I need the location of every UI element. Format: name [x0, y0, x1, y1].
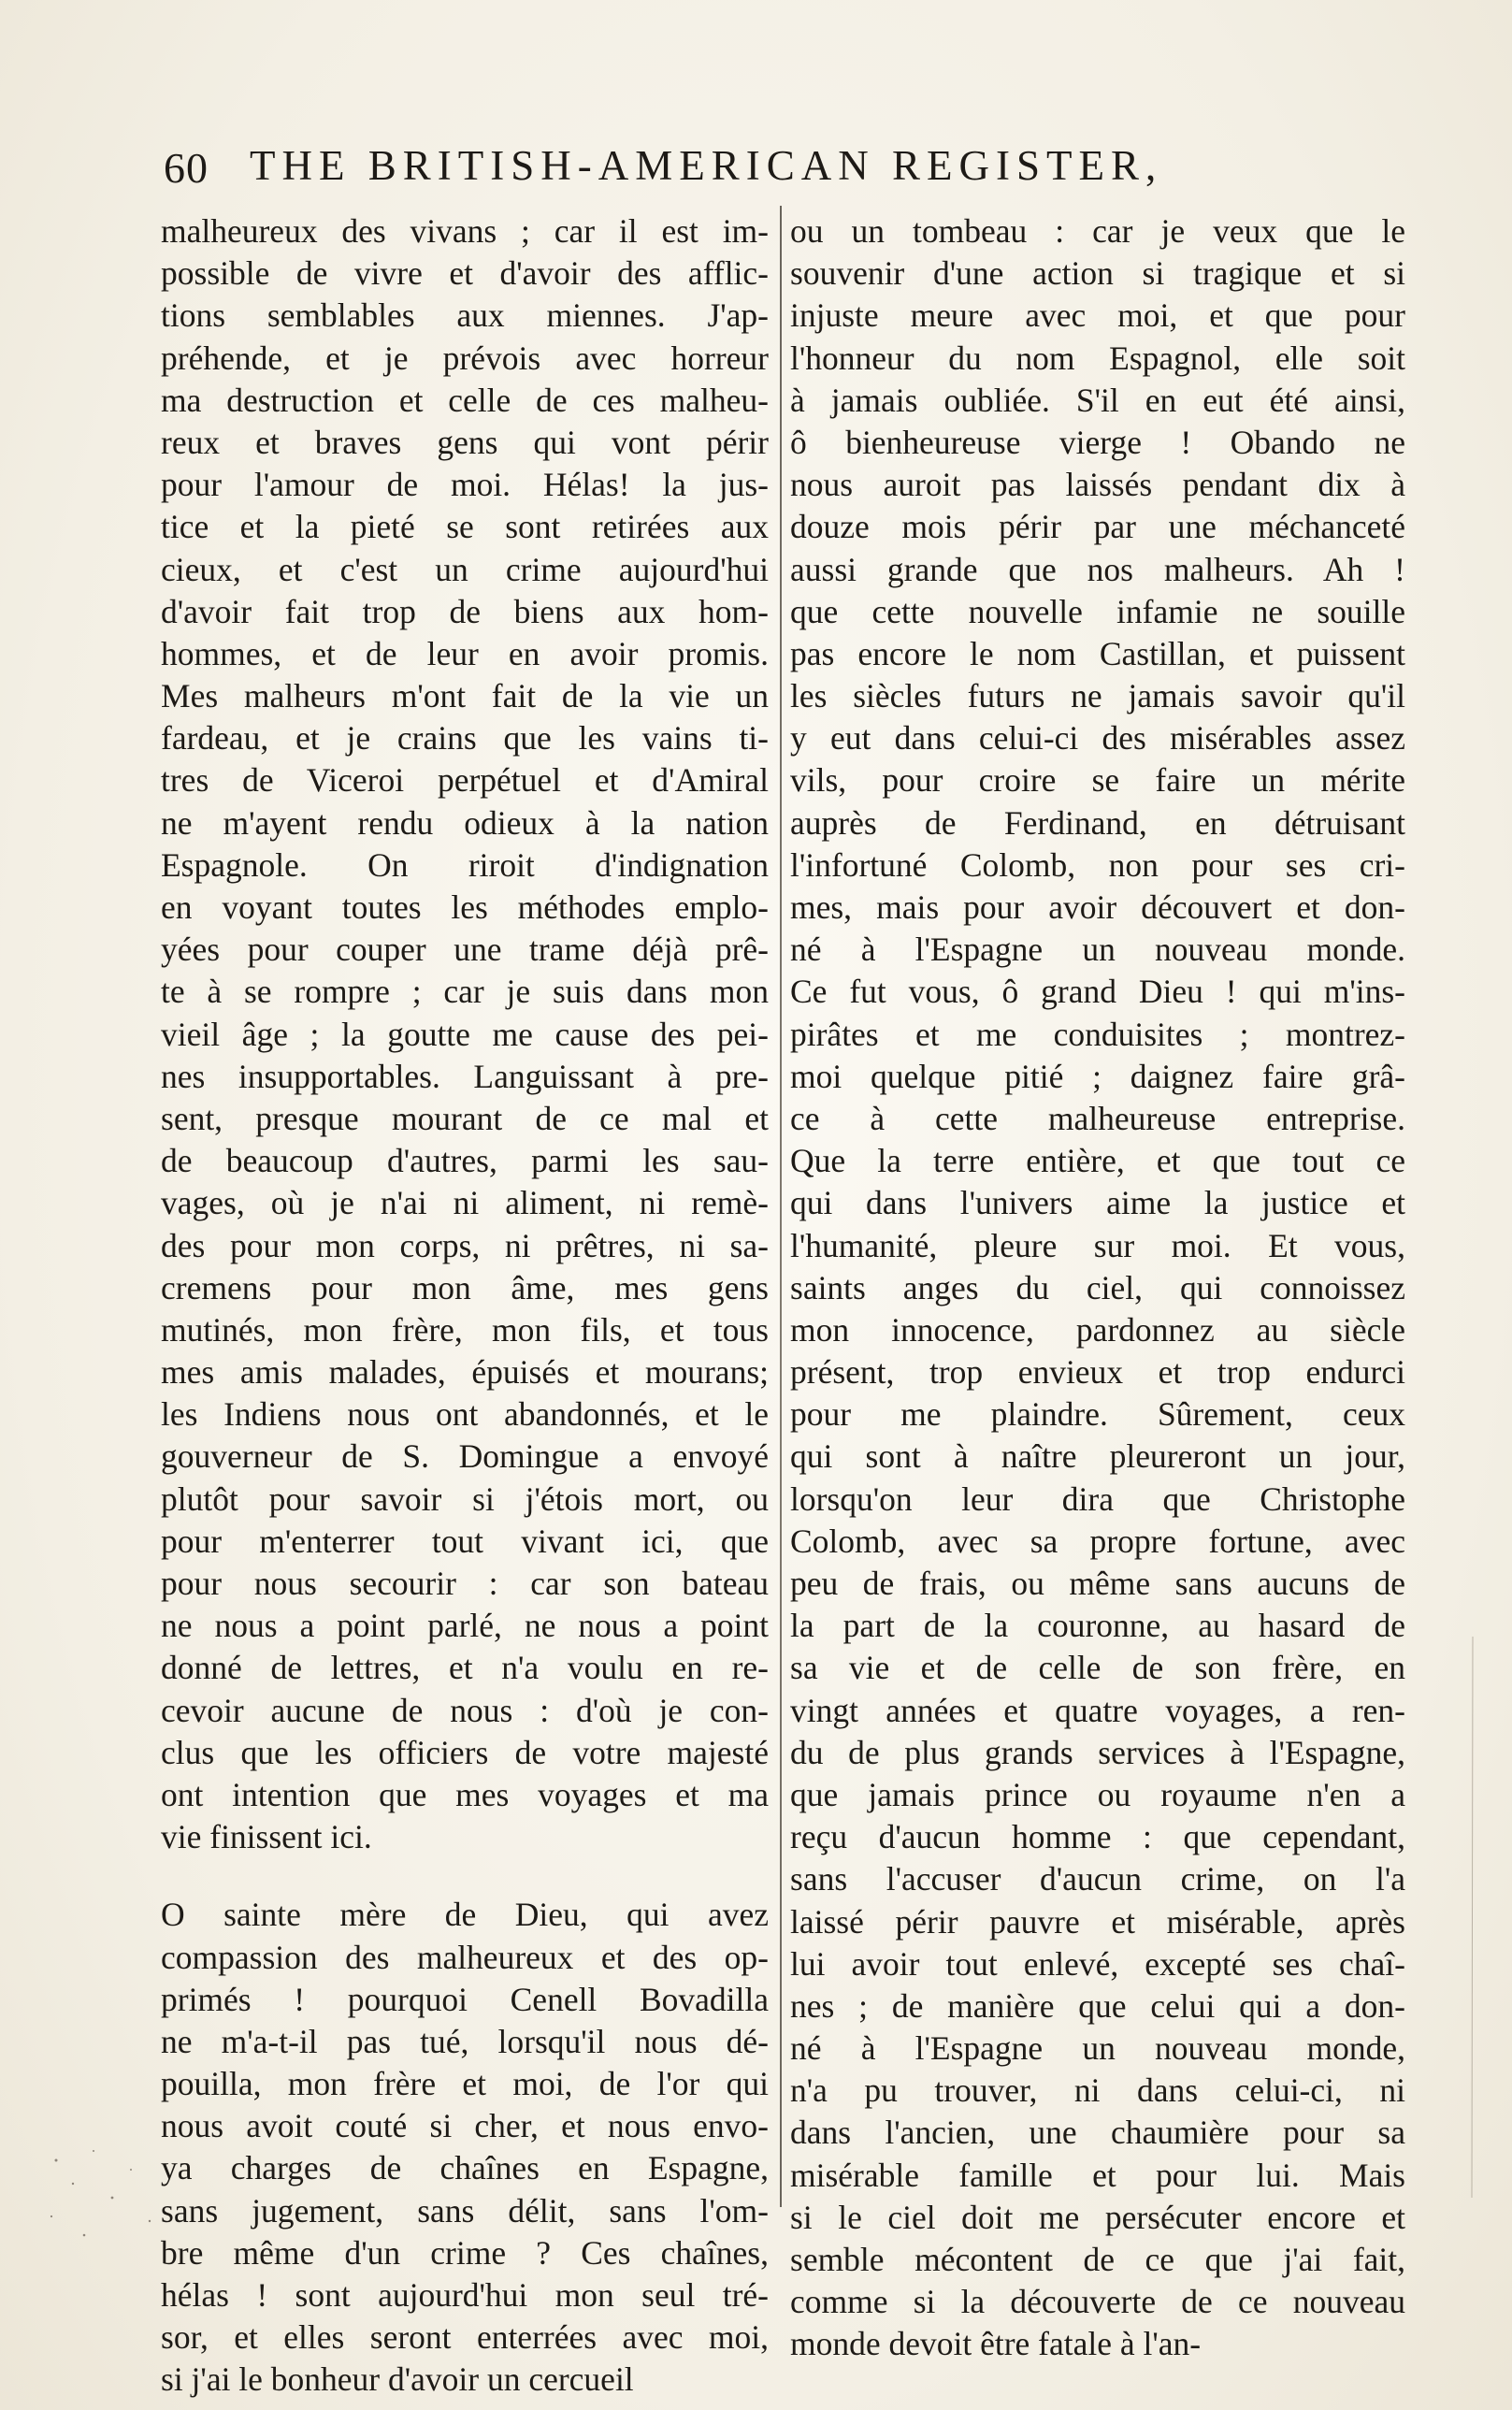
text-line: plutôt pour savoir si j'étois mort, ou [161, 1479, 769, 1518]
text-line: tice et la pieté se sont retirées aux [161, 508, 769, 546]
text-line: ne m'a-t-il pas tué, lorsqu'il nous dé- [161, 2022, 769, 2060]
text-line: de beaucoup d'autres, parmi les sau- [161, 1142, 769, 1180]
text-line: si le ciel doit me persécuter encore et [790, 2198, 1405, 2236]
right-paragraph-1 [790, 210, 1405, 2366]
text-line: lui avoir tout enlevé, excepté ses chaî- [790, 1944, 1405, 1983]
text-line: ne nous a point parlé, ne nous a point [161, 1607, 769, 1645]
text-line: clus que les officiers de votre majesté [161, 1733, 769, 1771]
text-line: aussi grande que nos malheurs. Ah ! [790, 550, 1405, 588]
right-column [790, 210, 1405, 2366]
text-line: Colomb, avec sa propre fortune, avec [790, 1522, 1405, 1560]
text-line: vils, pour croire se faire un mérite [790, 761, 1405, 800]
text-line: ô bienheureuse vierge ! Obando ne [790, 423, 1405, 461]
edge-marks [1459, 1637, 1487, 2198]
left-paragraph-1 [161, 210, 769, 1858]
text-line: nes ; de manière que celui qui a don- [790, 1986, 1405, 2025]
text-line: que jamais prince ou royaume n'en a [790, 1775, 1405, 1813]
text-line: à jamais oubliée. S'il en eut été ainsi, [790, 381, 1405, 419]
text-line: sa vie et de celle de son frère, en [790, 1649, 1405, 1687]
text-line: la part de la couronne, au hasard de [790, 1607, 1405, 1645]
text-line: lorsqu'on leur dira que Christophe [790, 1479, 1405, 1518]
page-header [164, 136, 1407, 201]
text-line: moi quelque pitié ; daignez faire grâ- [790, 1057, 1405, 1095]
text-line: Espagnole. On riroit d'indignation [161, 845, 769, 884]
text-line: cremens pour mon âme, mes gens [161, 1268, 769, 1306]
text-line: qui sont à naître pleureront un jour, [790, 1437, 1405, 1476]
text-line: O sainte mère de Dieu, qui avez [161, 1896, 769, 1934]
text-line: ne m'ayent rendu odieux à la nation [161, 803, 769, 842]
text-line: n'a pu trouver, ni dans celui-ci, ni [790, 2071, 1405, 2110]
text-line: reux et braves gens qui vont périr [161, 423, 769, 461]
text-line: nous auroit pas laissés pendant dix à [790, 466, 1405, 504]
text-line: possible de vivre et d'avoir des afflic- [161, 254, 769, 293]
text-line: injuste meure avec moi, et que pour [790, 296, 1405, 335]
text-line: en voyant toutes les méthodes emplo- [161, 888, 769, 926]
text-line: reçu d'aucun homme : que cependant, [790, 1818, 1405, 1856]
text-line: te à se rompre ; car je suis dans mon [161, 973, 769, 1011]
text-line: peu de frais, ou même sans aucuns de [790, 1565, 1405, 1602]
text-line: nes insupportables. Languissant à pre- [161, 1057, 769, 1095]
text-line: si j'ai le bonheur d'avoir un cercueil [161, 2360, 634, 2399]
text-line: sans l'accuser d'aucun crime, on l'a [790, 1860, 1405, 1898]
text-line: qui dans l'univers aime la justice et [790, 1184, 1405, 1222]
text-line: mes, mais pour avoir découvert et don- [790, 888, 1405, 926]
text-line: dans l'ancien, une chaumière pour sa [790, 2114, 1405, 2152]
text-line: Que la terre entière, et que tout ce [790, 1142, 1405, 1180]
left-paragraph-2 [161, 1894, 769, 2401]
text-line: ou un tombeau : car je veux que le [790, 212, 1405, 250]
text-line: mutinés, mon frère, mon fils, et tous [161, 1310, 769, 1349]
text-line: préhende, et je prévois avec horreur [161, 339, 769, 377]
text-line: mes amis malades, épuisés et mourans; [161, 1353, 769, 1392]
text-line: pour m'enterrer tout vivant ici, que [161, 1522, 769, 1560]
text-line: hommes, et de leur en avoir promis. [161, 634, 769, 672]
text-line: l'humanité, pleure sur moi. Et vous, [790, 1226, 1405, 1264]
text-line: né à l'Espagne un nouveau monde. [790, 931, 1405, 969]
text-line: misérable famille et pour lui. Mais [790, 2156, 1405, 2194]
text-line: cieux, et c'est un crime aujourd'hui [161, 550, 769, 588]
text-line: monde devoit être fatale à l'an- [790, 2325, 1202, 2363]
text-line: y eut dans celui-ci des misérables assez [790, 719, 1405, 758]
text-line: présent, trop envieux et trop endurci [790, 1353, 1405, 1392]
text-line: sans jugement, sans délit, sans l'om- [161, 2191, 769, 2230]
text-line: malheureux des vivans ; car il est im- [161, 212, 769, 250]
text-line: Ce fut vous, ô grand Dieu ! qui m'ins- [790, 973, 1405, 1011]
text-line: douze mois périr par une méchanceté [790, 508, 1405, 546]
text-line: compassion des malheureux et des op- [161, 1938, 769, 1976]
text-line: semble mécontent de ce que j'ai fait, [790, 2241, 1405, 2278]
text-line: donné de lettres, et n'a voulu en re- [161, 1649, 769, 1687]
text-line: comme si la découverte de ce nouveau [790, 2283, 1405, 2321]
running-title: THE BRITISH-AMERICAN REGISTER, [250, 142, 1163, 189]
text-line: sent, presque mourant de ce mal et [161, 1099, 769, 1137]
text-line: les siècles futurs ne jamais savoir qu'il [790, 677, 1405, 715]
text-line: souvenir d'une action si tragique et si [790, 254, 1405, 293]
text-line: ma destruction et celle de ces malheu- [161, 381, 769, 419]
text-line: tres de Viceroi perpétuel et d'Amiral [161, 761, 769, 800]
text-line: pas encore le nom Castillan, et puissent [790, 634, 1405, 672]
column-divider [780, 206, 782, 2207]
text-line: saints anges du ciel, qui connoissez [790, 1268, 1405, 1306]
text-line: ont intention que mes voyages et ma [161, 1775, 769, 1813]
left-column [161, 210, 769, 2402]
text-line: l'honneur du nom Espagnol, elle soit [790, 339, 1405, 377]
text-line: vages, où je n'ai ni aliment, ni remè- [161, 1184, 769, 1222]
text-line: cevoir aucune de nous : d'où je con- [161, 1691, 769, 1729]
text-line: pour nous secourir : car son bateau [161, 1565, 769, 1602]
text-line: l'infortuné Colomb, non pour ses cri- [790, 845, 1405, 884]
text-line: pour l'amour de moi. Hélas! la jus- [161, 466, 769, 504]
page-number: 60 [164, 144, 209, 192]
text-line: vieil âge ; la goutte me cause des pei- [161, 1015, 769, 1053]
text-line: du de plus grands services à l'Espagne, [790, 1733, 1405, 1771]
text-line: primés ! pourquoi Cenell Bovadilla [161, 1980, 769, 2018]
text-line: des pour mon corps, ni prêtres, ni sa- [161, 1226, 769, 1264]
text-line: tions semblables aux miennes. J'ap- [161, 296, 769, 335]
print-specks [37, 2132, 187, 2263]
text-line: pouilla, mon frère et moi, de l'or qui [161, 2065, 769, 2103]
text-line: bre même d'un crime ? Ces chaînes, [161, 2233, 769, 2272]
text-line: ya charges de chaînes en Espagne, [161, 2149, 769, 2187]
text-line: gouverneur de S. Domingue a envoyé [161, 1437, 769, 1476]
text-line: pour me plaindre. Sûrement, ceux [790, 1395, 1405, 1434]
text-line: pirâtes et me conduisites ; montrez- [790, 1015, 1405, 1053]
text-line: auprès de Ferdinand, en détruisant [790, 803, 1405, 842]
text-line: Mes malheurs m'ont fait de la vie un [161, 677, 769, 715]
text-line: nous avoit couté si cher, et nous envo- [161, 2107, 769, 2145]
text-line: hélas ! sont aujourd'hui mon seul tré- [161, 2276, 769, 2314]
text-line: les Indiens nous ont abandonnés, et le [161, 1395, 769, 1434]
text-line: vie finissent ici. [161, 1818, 372, 1856]
text-line: yées pour couper une trame déjà prê- [161, 931, 769, 969]
text-line: sor, et elles seront enterrées avec moi, [161, 2318, 769, 2357]
text-line: d'avoir fait trop de biens aux hom- [161, 592, 769, 630]
text-line: né à l'Espagne un nouveau monde, [790, 2029, 1405, 2068]
text-line: mon innocence, pardonnez au siècle [790, 1310, 1405, 1349]
text-line: laissé périr pauvre et misérable, après [790, 1902, 1405, 1941]
text-line: ce à cette malheureuse entreprise. [790, 1099, 1405, 1137]
text-line: fardeau, et je crains que les vains ti- [161, 719, 769, 758]
text-line: que cette nouvelle infamie ne souille [790, 592, 1405, 630]
text-line: vingt années et quatre voyages, a ren- [790, 1691, 1405, 1729]
